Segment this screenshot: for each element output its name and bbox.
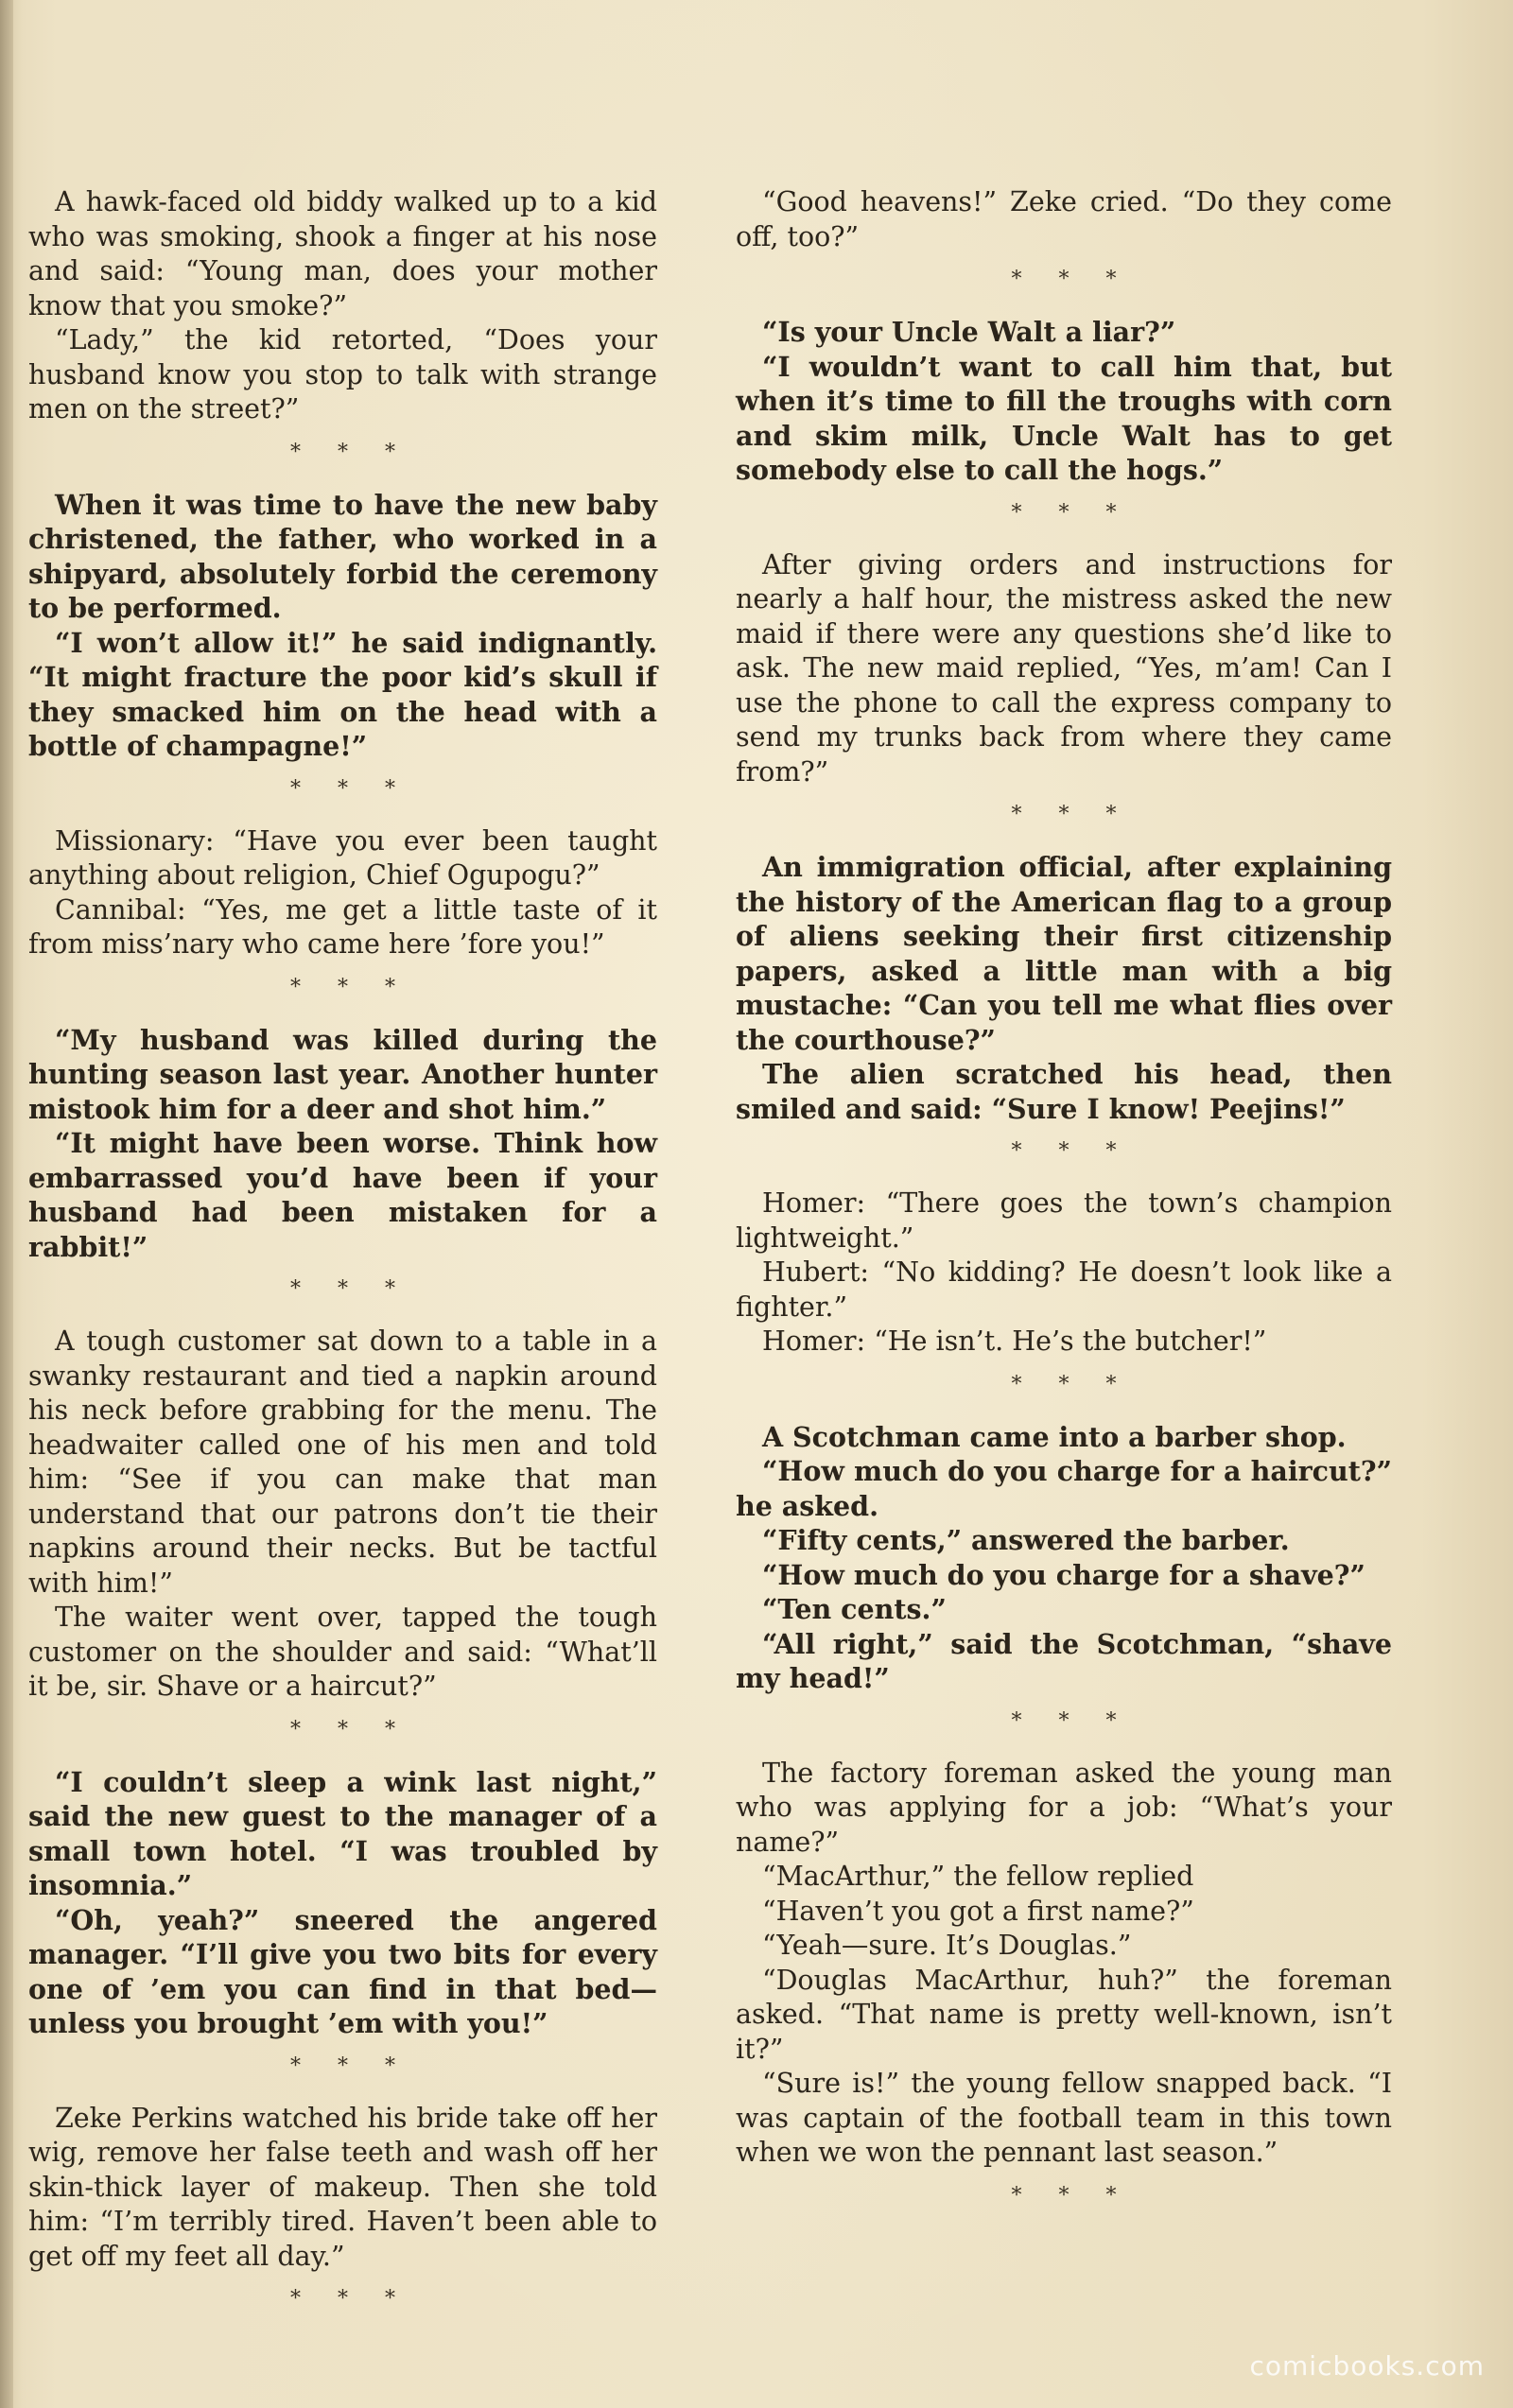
joke-paragraph: “I won’t allow it!” he said indignantly. “It might fracture the poor kid’s skull if they smacked him on the head with a bottle of champagne!” — [28, 626, 657, 762]
joke-paragraph: “All right,” said the Scotchman, “shave my head!” — [736, 1627, 1392, 1694]
joke-paragraph: Cannibal: “Yes, me get a little taste of it from miss’nary who came here ’fore you!” — [28, 893, 657, 960]
joke-paragraph: When it was time to have the new baby christened, the father, who worked in a shipyard, absolutely forbid the ceremony to be performed. — [28, 488, 657, 624]
joke-paragraph: Zeke Perkins watched his bride take off her wig, remove her false teeth and wash off her skin-thick layer of makeup. Then she told him: “I’m terribly tired. Haven’t been able to get off my feet all day.” — [28, 2102, 657, 2272]
joke-paragraph: Missionary: “Have you ever been taught anything about religion, Chief Ogupogu?” — [28, 824, 657, 891]
joke-block — [736, 850, 1392, 1126]
separator-asterisks: * * * — [1011, 2183, 1132, 2208]
joke-paragraph: A Scotchman came into a barber shop. — [762, 1420, 1347, 1453]
joke-paragraph: “I couldn’t sleep a wink last night,” said the new guest to the manager of a small town hotel. “I was troubled by insomnia.” — [28, 1765, 657, 1901]
separator-asterisks: * * * — [290, 2287, 410, 2311]
joke-paragraph: “It might have been worse. Think how embarrassed you’d have been if your husband had been mistaken for a rabbit!” — [28, 1127, 657, 1263]
joke-paragraph: The waiter went over, tapped the tough customer on the shoulder and said: “What’ll it be, sir. Shave or a haircut?” — [28, 1602, 657, 1702]
joke-paragraph: “Sure is!” the young fellow snapped back. “I was captain of the football team in this town when we won the pennant last season.” — [736, 2068, 1392, 2168]
separator-asterisks: * * * — [290, 975, 410, 999]
joke-block — [736, 548, 1392, 790]
joke-block — [28, 824, 657, 962]
joke-paragraph: “Douglas MacArthur, huh?” the foreman asked. “That name is pretty well-known, isn’t it?” — [736, 1964, 1392, 2065]
separator-asterisks: * * * — [290, 1717, 410, 1741]
joke-block — [28, 185, 657, 427]
joke-paragraph: A tough customer sat down to a table in a swanky restaurant and tied a napkin around his neck before grabbing for the menu. The headwaiter called one of his men and told him: “See if you can make that man understand that our patrons don’t tie their napkins around their necks. But be tactful with him!” — [28, 1325, 657, 1599]
joke-paragraph: “Fifty cents,” answered the barber. — [762, 1524, 1290, 1556]
joke-paragraph: Homer: “He isn’t. He’s the butcher!” — [762, 1325, 1267, 1357]
joke-paragraph: The factory foreman asked the young man who was applying for a job: “What’s your name?” — [736, 1757, 1392, 1858]
separator-asterisks: * * * — [290, 2053, 410, 2078]
joke-paragraph: After giving orders and instructions for nearly a half hour, the mistress asked the new maid if there were any questions she’d like to ask. The new maid replied, “Yes, m’am! Can I use the phone to call the express company to send my trunks back from where they came from?” — [736, 548, 1392, 788]
joke-paragraph: “Yeah—sure. It’s Douglas.” — [762, 1930, 1132, 1961]
joke-block — [28, 488, 657, 764]
joke-paragraph: “Is your Uncle Walt a liar?” — [762, 316, 1176, 348]
joke-paragraph: “How much do you charge for a haircut?” he asked. — [736, 1455, 1392, 1522]
joke-paragraph: “I wouldn’t want to call him that, but when it’s time to fill the troughs with corn and skim milk, Uncle Walt has to get somebody else to call the hogs.” — [736, 350, 1392, 486]
joke-paragraph: Hubert: “No kidding? He doesn’t look like a fighter.” — [736, 1256, 1392, 1323]
joke-block — [736, 185, 1392, 254]
joke-paragraph: “MacArthur,” the fellow replied — [762, 1861, 1194, 1892]
separator-asterisks: * * * — [1011, 1372, 1132, 1396]
joke-paragraph: Homer: “There goes the town’s champion lightweight.” — [736, 1187, 1392, 1254]
left-column — [28, 185, 657, 2334]
joke-paragraph: “How much do you charge for a shave?” — [762, 1558, 1365, 1591]
joke-paragraph: “My husband was killed during the hunting season last year. Another hunter mistook him for a deer and shot him.” — [28, 1023, 657, 1125]
joke-block — [736, 315, 1392, 488]
watermark: comicbooks.com — [1249, 2350, 1485, 2382]
joke-block — [28, 1765, 657, 2041]
joke-block — [28, 2102, 657, 2275]
separator-asterisks: * * * — [290, 1277, 410, 1301]
joke-paragraph: “Good heavens!” Zeke cried. “Do they come off, too?” — [736, 186, 1392, 252]
joke-paragraph: An immigration official, after explaining the history of the American flag to a group of aliens seeking their first citizenship papers, asked a little man with a big mustache: “Can you tell me what flies over the courthouse?” — [736, 851, 1392, 1056]
joke-paragraph: “Ten cents.” — [762, 1593, 947, 1625]
joke-block — [736, 1187, 1392, 1360]
separator-asterisks: * * * — [1011, 268, 1132, 291]
joke-block — [28, 1023, 657, 1265]
joke-block — [736, 1420, 1392, 1696]
separator-asterisks: * * * — [290, 440, 410, 464]
right-column — [736, 185, 1392, 2231]
joke-paragraph: “Haven’t you got a first name?” — [762, 1895, 1194, 1927]
separator-asterisks: * * * — [290, 776, 410, 801]
separator-asterisks: * * * — [1011, 500, 1132, 525]
joke-block — [736, 1757, 1392, 2171]
joke-paragraph: “Lady,” the kid retorted, “Does your husband know you stop to talk with strange men on the street?” — [28, 324, 657, 424]
separator-asterisks: * * * — [1011, 1708, 1132, 1733]
separator-asterisks: * * * — [1011, 803, 1132, 826]
separator-asterisks: * * * — [1011, 1139, 1132, 1163]
joke-paragraph: The alien scratched his head, then smiled and said: “Sure I know! Peejins!” — [736, 1058, 1392, 1125]
joke-paragraph: “Oh, yeah?” sneered the angered manager. “I’ll give you two bits for every one of ’em you can find in that bed—unless you brought ’em with you!” — [28, 1903, 657, 2039]
page-spine — [0, 0, 13, 2408]
joke-block — [28, 1325, 657, 1705]
joke-paragraph: A hawk-faced old biddy walked up to a kid who was smoking, shook a finger at his nose and said: “Young man, does your mother know that you smoke?” — [28, 186, 657, 321]
